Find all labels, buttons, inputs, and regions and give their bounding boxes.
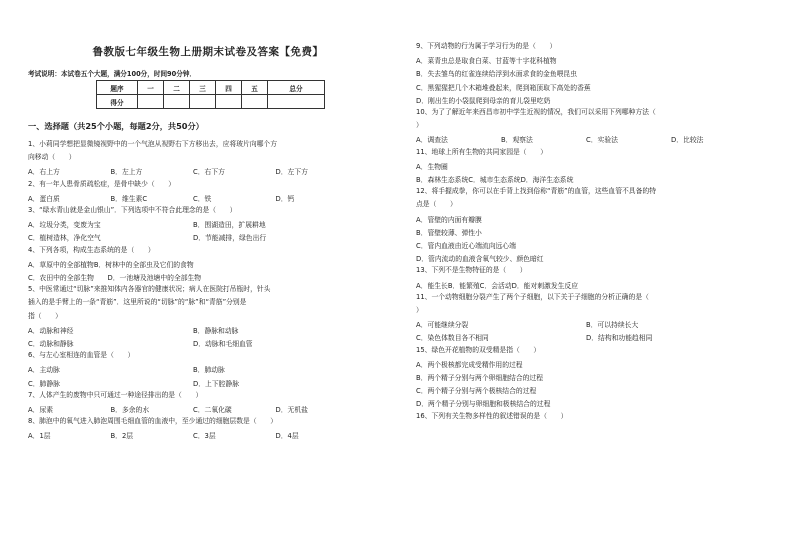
answer-option[interactable]: A．草原中的全部植物B．树林中的全部虫及它们的食物 [28, 260, 194, 269]
score-header-cell: 三 [190, 81, 216, 95]
question-text: 3、“绿水青山就是金山银山”．下列选项中不符合此理念的是（ ） [28, 206, 237, 214]
section-heading: 一、选择题（共25个小题，每题2分，共50分） [28, 121, 204, 131]
question-text: ） [416, 121, 423, 130]
answer-option[interactable]: C．3层 [193, 432, 216, 441]
answer-option[interactable]: D．比较法 [671, 136, 704, 145]
answer-option[interactable]: A．调查法 [416, 136, 448, 145]
question-text: 5、中医常通过“切脉”来推知体内各器官的健康状况；病人在医院打吊瓶时，针头 [28, 285, 271, 294]
answer-option[interactable]: C．管内血液由近心端流向远心端 [416, 242, 516, 250]
answer-option[interactable]: C．两个精子分别与两个极核结合的过程 [416, 387, 537, 396]
answer-option[interactable]: A．动脉和神经 [28, 326, 74, 335]
question-text: 16、下列有关生物多样性的叙述错误的是（ ） [416, 411, 568, 420]
answer-option[interactable]: B．管壁较薄、弹性小 [416, 228, 482, 237]
answer-option[interactable]: C．农田中的全部生物 D．一池塘及池塘中的全部生物 [28, 274, 202, 282]
answer-option[interactable]: A．蛋白质 [28, 194, 60, 203]
question-text: 13、下列不是生物特征的是（ ） [416, 266, 527, 275]
question-text: 插入的是手臂上的一条“青筋”．这里所说的“切脉”的“脉”和“青筋”分别是 [28, 298, 247, 307]
answer-option[interactable]: D．动脉和毛细血管 [193, 340, 253, 348]
answer-option[interactable]: B．2层 [110, 432, 134, 441]
question-text: 指（ ） [28, 311, 62, 320]
score-header-cell: 二 [164, 81, 190, 95]
score-header-cell: 四 [216, 81, 242, 95]
answer-option[interactable]: B．失去雏鸟的红雀连续给浮到水面求食的金鱼喂昆虫 [416, 70, 577, 79]
score-cell[interactable] [268, 95, 325, 109]
answer-option[interactable]: A．右上方 [28, 168, 60, 177]
score-header-cell: 总分 [268, 81, 325, 95]
answer-option[interactable]: B．左上方 [110, 168, 143, 177]
answer-option[interactable]: A．垃圾分类，变废为宝 [28, 221, 101, 230]
score-table [96, 80, 325, 109]
question-text: 1、小莉同学想把显微镜视野中的一个气泡从视野右下方移出去，应将玻片向哪个方 [28, 140, 278, 148]
answer-option[interactable]: B．围湖造田，扩展耕地 [193, 221, 266, 230]
answer-option[interactable]: C．肺静脉 [28, 379, 60, 388]
answer-option[interactable]: A．尿素 [28, 406, 54, 414]
question-text: 7、人体产生的废物中只可通过一种途径排出的是（ ） [28, 390, 203, 399]
answer-option[interactable]: C．植树造林，净化空气 [28, 234, 101, 243]
page-title: 鲁教版七年级生物上册期末试卷及答案【免费】 [92, 46, 324, 58]
answer-option[interactable]: A．主动脉 [28, 366, 60, 375]
answer-option[interactable]: D．节能减排，绿色出行 [193, 234, 267, 243]
answer-option[interactable]: A．可能继续分裂 [416, 321, 469, 330]
score-header-cell: 一 [138, 81, 164, 95]
answer-option[interactable]: A．管壁的内面有瓣膜 [416, 215, 482, 224]
score-cell[interactable] [242, 95, 268, 109]
question-text: 6、与左心室相连的血管是（ ） [28, 351, 135, 360]
score-table-score-row [97, 95, 325, 109]
question-text: 9、下列动物的行为属于学习行为的是（ ） [416, 42, 557, 50]
answer-option[interactable]: B．肺动脉 [193, 366, 225, 375]
score-cell[interactable] [190, 95, 216, 109]
answer-option[interactable]: D．两个精子分别与卵细胞和极核结合的过程 [416, 400, 551, 409]
question-text: 11、一个动物细胞分裂产生了两个子细胞，以下关于子细胞的分析正确的是（ [416, 292, 649, 301]
score-cell[interactable] [164, 95, 190, 109]
answer-option[interactable]: B．静脉和动脉 [193, 326, 239, 335]
score-header-cell: 五 [242, 81, 268, 95]
answer-option[interactable]: C．黑猩猩把几个木箱堆叠起来，爬到箱顶取下高处的香蕉 [416, 83, 591, 92]
question-text: 15、绿色开花植物的双受精是指（ ） [416, 345, 541, 354]
answer-option[interactable]: C．铁 [193, 194, 212, 203]
answer-option[interactable]: D．左下方 [275, 168, 308, 177]
question-text: 2、有一年人患骨质疏松症，是骨中缺少（ ） [28, 179, 176, 188]
question-text: 点是（ ） [416, 200, 457, 209]
answer-option[interactable]: C．二氧化碳 [193, 406, 232, 414]
exam-note: 考试说明：本试卷五个大题，满分100分，时间90分钟． [28, 70, 197, 78]
answer-option[interactable]: B．观察法 [501, 136, 533, 145]
answer-option[interactable]: D．结构和功能趋相同 [586, 334, 653, 343]
score-cell[interactable] [138, 95, 164, 109]
question-text: 8、肺泡中的氧气进入肺泡周围毛细血管的血液中，至少通过的细胞层数是（ ） [28, 417, 278, 426]
answer-option[interactable]: C．染色体数目各不相同 [416, 334, 489, 343]
answer-option[interactable]: B．可以持续长大 [586, 321, 639, 330]
question-text: 4、下列各项，构成生态系统的是（ ） [28, 245, 155, 254]
answer-option[interactable]: A．生物圈 [416, 162, 448, 171]
answer-option[interactable]: D．刚出生的小袋鼠爬到母亲的育儿袋里吃奶 [416, 96, 551, 105]
question-text: 向移动（ ） [28, 153, 76, 162]
score-table-header-row [97, 81, 325, 95]
answer-option[interactable]: B．维生素C [110, 194, 148, 203]
answer-option[interactable]: D．管内流动的血液含氧气较少、颜色暗红 [416, 255, 544, 264]
score-header-cell: 题序 [97, 81, 138, 95]
question-text: 11、地球上所有生物的共同家园是（ ） [416, 147, 547, 156]
answer-option[interactable]: A．能生长B．能繁殖C．会活动D．能对刺激发生反应 [416, 281, 579, 290]
question-text: ） [416, 306, 423, 314]
score-cell[interactable] [216, 95, 242, 109]
answer-option[interactable]: A．两个极核都完成受精作用的过程 [416, 360, 523, 369]
answer-option[interactable]: C．实验法 [586, 136, 618, 145]
question-text: 10、为了了解近年来西昌市初中学生近视的情况，我们可以采用下列哪种方法（ [416, 108, 656, 116]
answer-option[interactable]: C．右下方 [193, 168, 225, 177]
answer-option[interactable]: D．4层 [275, 432, 299, 441]
answer-option[interactable]: A．1层 [28, 432, 51, 441]
answer-option[interactable]: D．上下腔静脉 [193, 379, 240, 388]
answer-option[interactable]: D．钙 [275, 194, 295, 203]
answer-option[interactable]: B．两个精子分别与两个卵细胞结合的过程 [416, 374, 544, 382]
answer-option[interactable]: B．多余的水 [110, 406, 150, 414]
score-row-label: 得分 [97, 95, 138, 109]
answer-option[interactable]: C．动脉和静脉 [28, 340, 74, 348]
answer-option[interactable]: D．无机盐 [275, 406, 308, 414]
answer-option[interactable]: A．菜青虫总是取食白菜、甘蓝等十字花科植物 [416, 57, 557, 66]
answer-option[interactable]: B．森林生态系统C．城市生态系统D．海洋生态系统 [416, 176, 574, 184]
question-text: 12、将手握成拳，你可以在手背上找到俗称“青筋”的血管，这些血管不具备的特 [416, 187, 656, 196]
